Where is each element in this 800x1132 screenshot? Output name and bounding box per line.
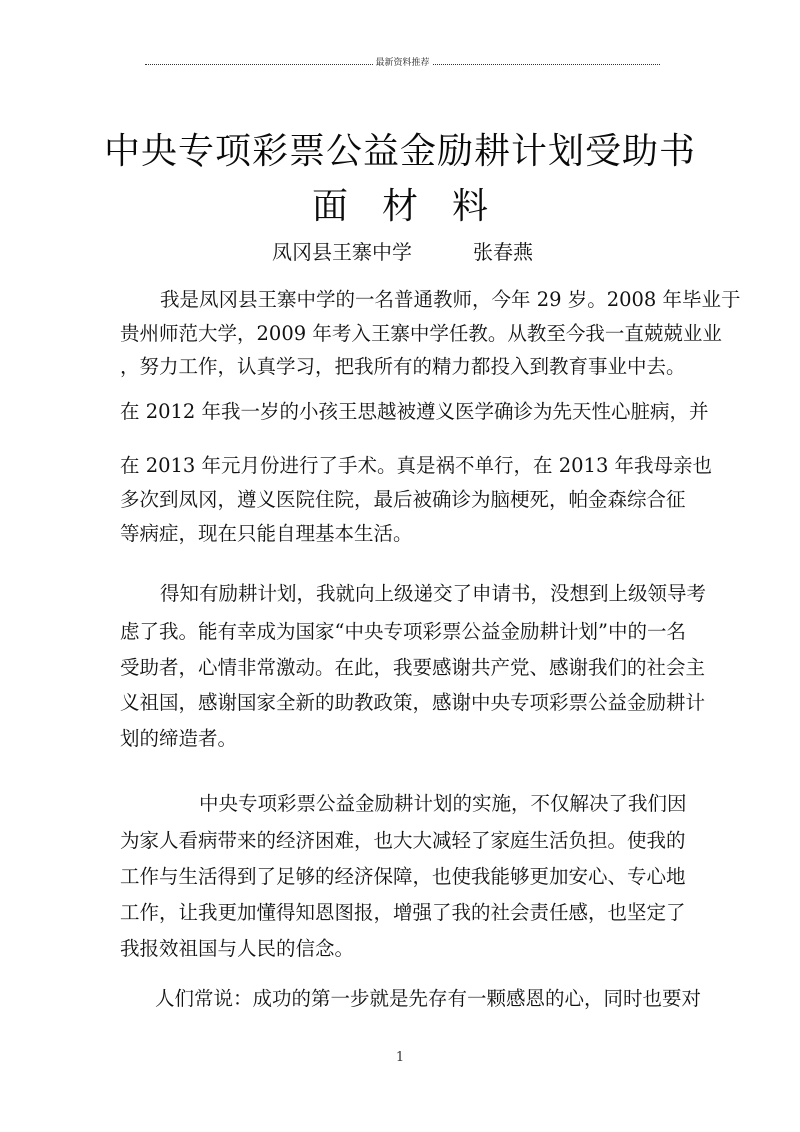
body-line: 为家人看病带来的经济困难，也大大减轻了家庭生活负担。使我的 [120,829,686,852]
page-header [145,55,660,68]
document-title-line1: 中央专项彩票公益金励耕计划受助书 [103,131,696,172]
byline-author: 张春燕 [473,240,533,264]
byline-school: 凤冈县王寨中学 [272,240,412,264]
body-line: 在 2013 年元月份进行了手术。真是祸不单行，在 2013 年我母亲也 [120,454,713,477]
body-line: 在 2012 年我一岁的小孩王思越被遵义医学确诊为先天性心脏病，并 [120,400,709,423]
body-line: 等病症，现在只能自理基本生活。 [120,522,413,545]
body-line: 受助者，心情非常激动。在此，我要感谢共产党、感谢我们的社会主 [120,656,706,679]
body-line: 人们常说：成功的第一步就是先存有一颗感恩的心，同时也要对 [155,987,702,1010]
body-line: 我是凤冈县王寨中学的一名普通教师，今年 29 岁。2008 年毕业于 [160,288,741,311]
header-dots-left [145,59,373,65]
body-line: 我报效祖国与人民的信念。 [120,937,355,960]
body-line: 中央专项彩票公益金励耕计划的实施，不仅解决了我们因 [199,792,687,815]
body-line: 工作与生活得到了足够的经济保障，也使我能够更加安心、专心地 [120,865,686,888]
body-line: 工作，让我更加懂得知恩图报，增强了我的社会责任感，也坚定了 [120,901,686,924]
header-dots-right [433,59,661,65]
body-line: ，努力工作，认真学习，把我所有的精力都投入到教育事业中去。 [120,355,686,378]
body-line: 虑了我。能有幸成为国家“中央专项彩票公益金励耕计划”中的一名 [120,620,686,643]
body-line: 义祖国，感谢国家全新的助教政策，感谢中央专项彩票公益金励耕计 [120,691,706,714]
body-line: 得知有励耕计划，我就向上级递交了申请书，没想到上级领导考 [160,582,707,605]
body-line: 贵州师范大学，2009 年考入王寨中学任教。从教至今我一直兢兢业业 [120,322,722,345]
document-title-line2: 面材料 [311,186,522,227]
header-text: 最新资料推荐 [375,58,430,68]
page-number: 1 [395,1050,405,1065]
body-line: 划的缔造者。 [120,727,238,750]
body-line: 多次到凤冈，遵义医院住院，最后被确诊为脑梗死，帕金森综合征 [120,488,686,511]
